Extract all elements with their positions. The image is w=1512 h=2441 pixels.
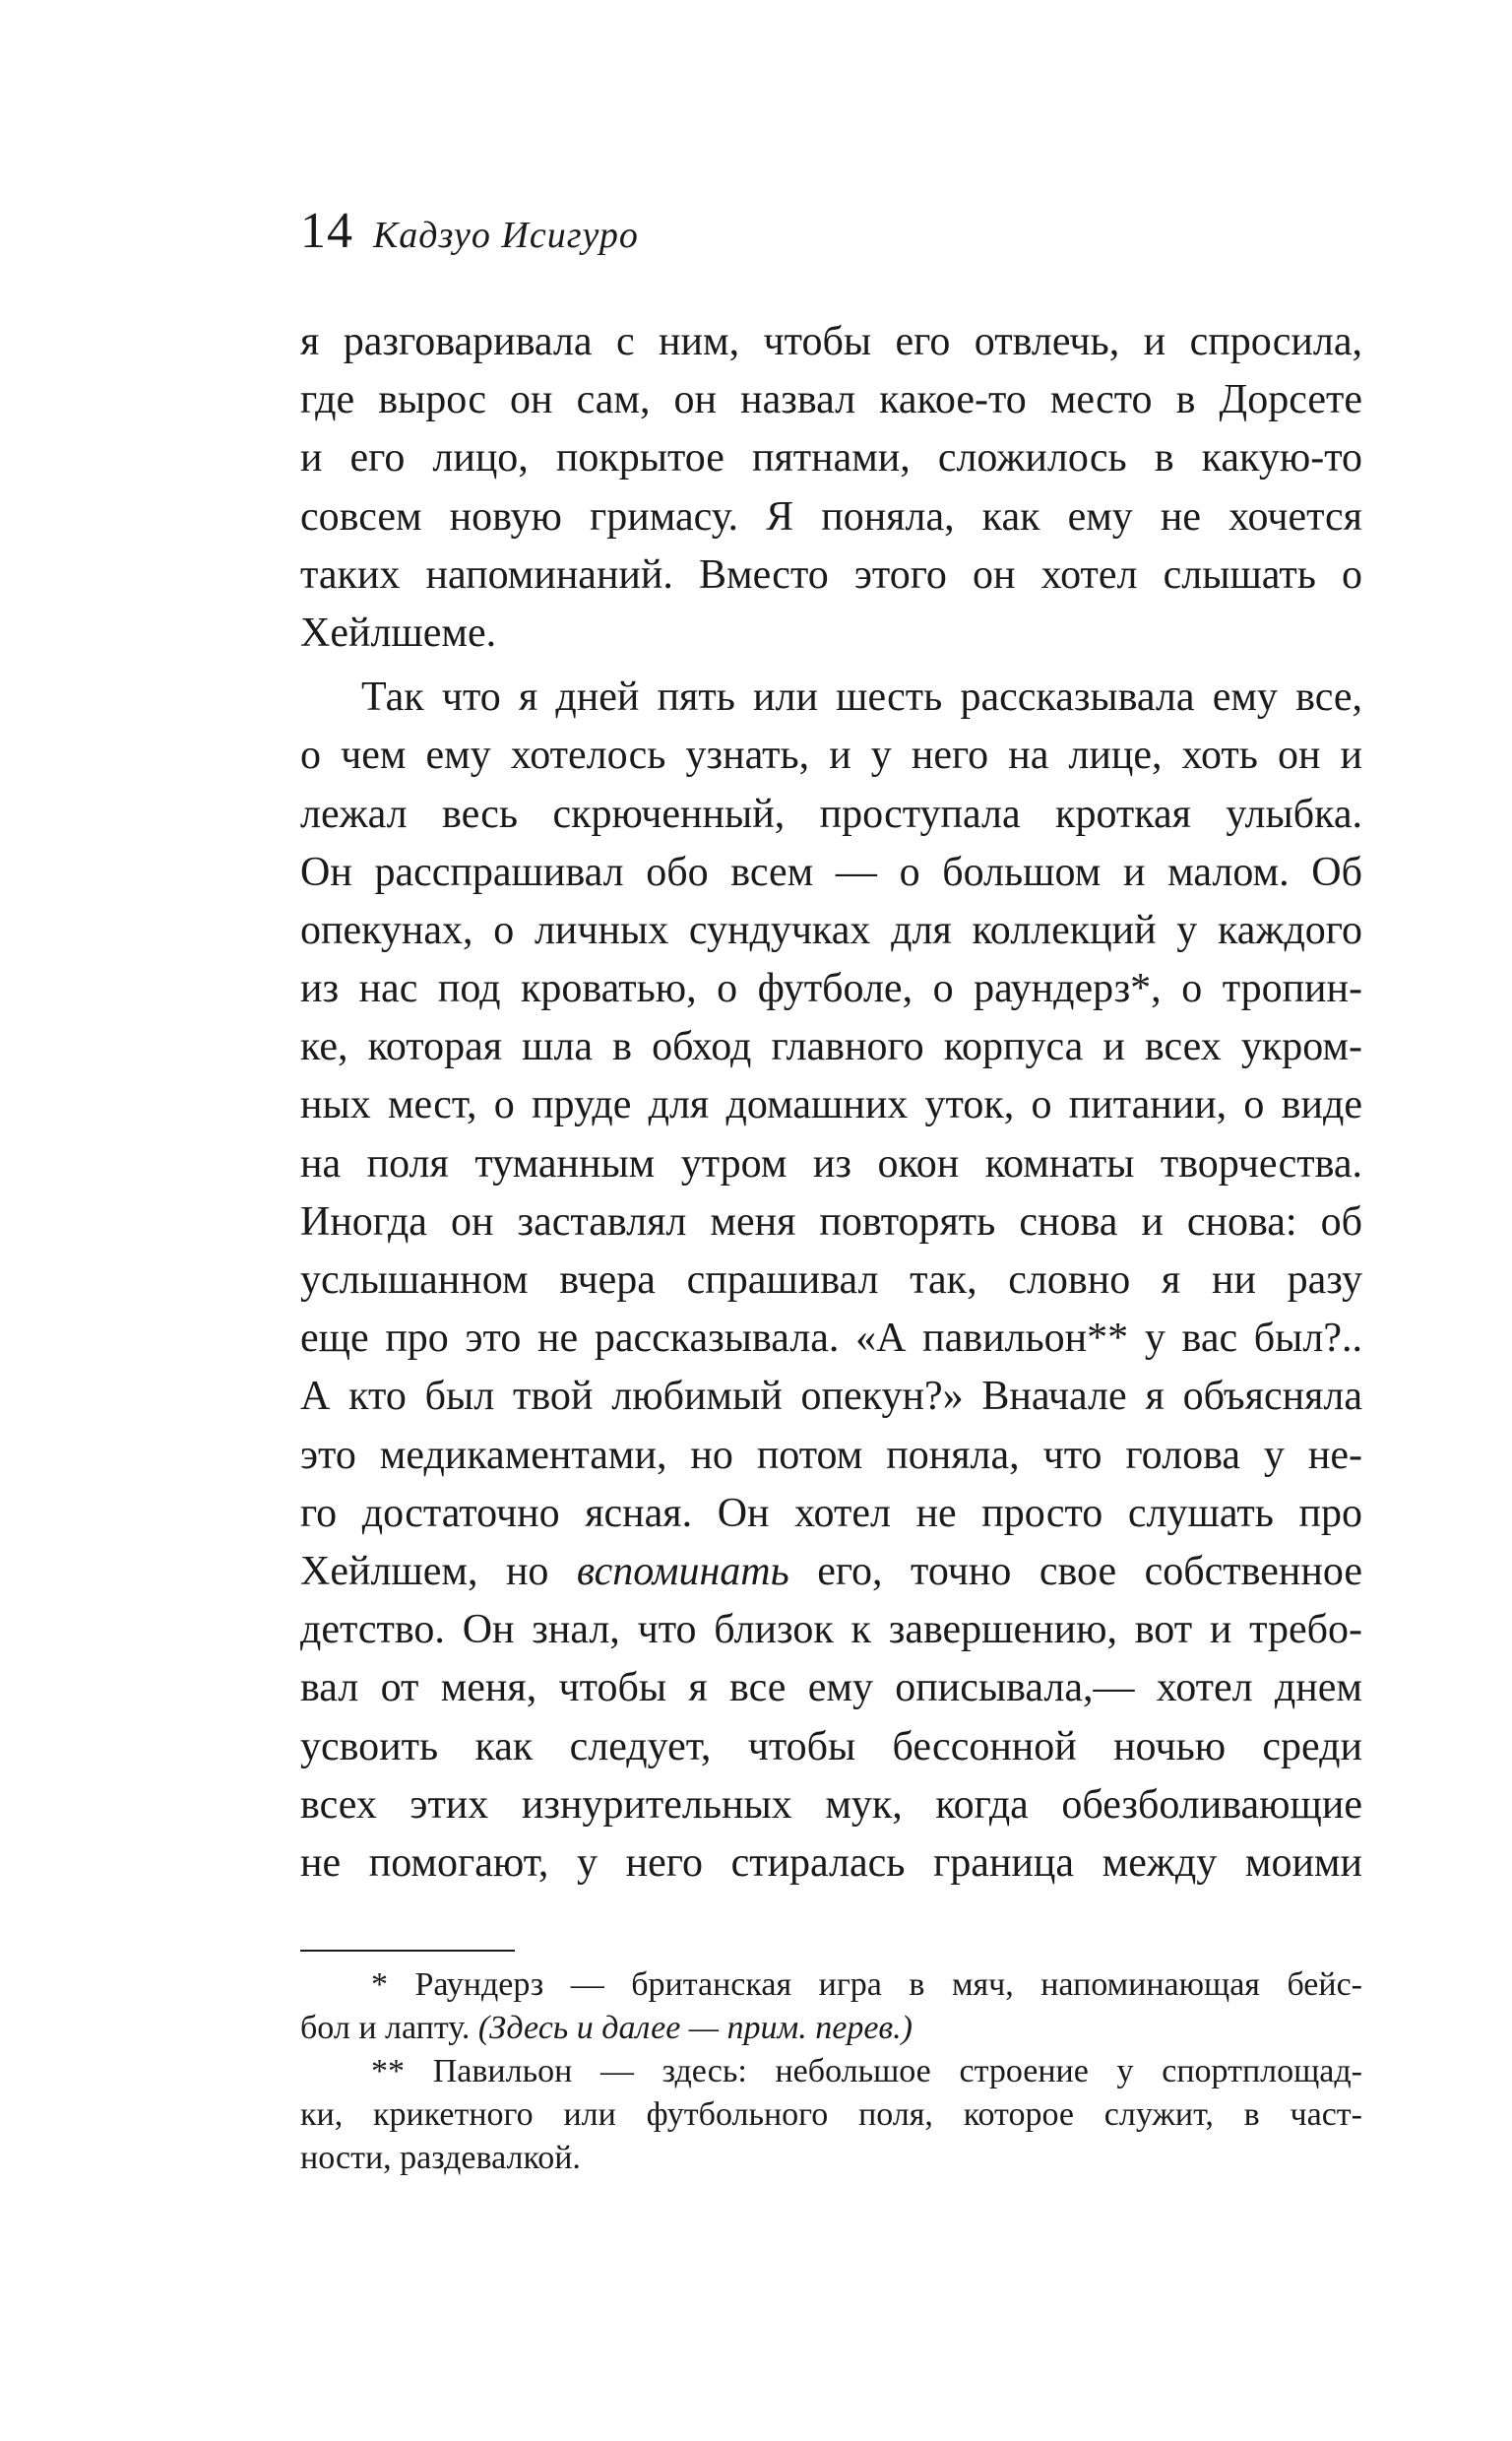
text-line: это медикаментами, но потом поняла, что голова у не-: [300, 1432, 1362, 1478]
footnote-line: [300, 2007, 1362, 2050]
italic-note: (Здесь и далее — прим. перев.): [477, 2010, 913, 2046]
text-line: вал от меня, чтобы я все ему описывала,— хотел днем: [300, 1665, 1362, 1711]
text-line: ке, которая шла в обход главного корпуса и всех укром-: [300, 1024, 1362, 1070]
text-line: Хейлшеме.: [300, 610, 497, 656]
footnote-line: ** Павильон — здесь: небольшое строение у спортплощад-: [371, 2053, 1362, 2089]
text-line: всех этих изнурительных мук, когда обезболивающие: [300, 1781, 1362, 1828]
text-line: Он расспрашивал обо всем — о большом и малом. Об: [300, 849, 1362, 895]
text-line: о чем ему хотелось узнать, и у него на лице, хоть он и: [300, 733, 1362, 779]
italic-emphasis: вспоминать: [576, 1548, 789, 1594]
text-line: я разговаривала с ним, чтобы его отвлечь, и спросила,: [300, 319, 1362, 364]
text-line: совсем новую гримасу. Я поняла, как ему не хочется: [300, 493, 1362, 540]
author-name: Кадзуо Исигуро: [373, 215, 639, 256]
text-line: и его лицо, покрытое пятнами, сложилось в какую-то: [300, 435, 1362, 482]
text-line: А кто был твой любимый опекун?» Вначале я объясняла: [300, 1374, 1362, 1420]
footnotes: [300, 1963, 1362, 2180]
text-line: где вырос он сам, он назвал какое-то место в Дорсете: [300, 377, 1362, 423]
text-line: лежал весь скрюченный, проступала кроткая улыбка.: [300, 791, 1362, 837]
running-header: [300, 202, 639, 261]
text-line: таких напоминаний. Вместо этого он хотел слышать о: [300, 551, 1362, 598]
text-line: услышанном вчера спрашивал так, словно я ни разу: [300, 1257, 1362, 1303]
footnote-line: * Раундерз — британская игра в мяч, напоминающая бейс-: [371, 1966, 1362, 2003]
text-line: го достаточно ясная. Он хотел не просто слушать про: [300, 1490, 1362, 1536]
text-run: его, точно свое собственное: [788, 1548, 1362, 1594]
text-run: бол и лапту.: [300, 2010, 478, 2046]
text-line: еще про это не рассказывала. «А павильон** у вас был?..: [300, 1316, 1362, 1362]
text-line: на поля туманным утром из окон комнаты творчества.: [300, 1140, 1362, 1187]
footnote-line: ки, крикетного или футбольного поля, которое служит, в част-: [300, 2096, 1362, 2133]
text-line: из нас под кроватью, о футболе, о раундерз*, о тропин-: [300, 966, 1362, 1012]
text-run: Хейлшем, но: [300, 1548, 577, 1594]
text-line: ных мест, о пруде для домашних уток, о питании, о виде: [300, 1082, 1362, 1128]
text-line: Иногда он заставлял меня повторять снова и снова: об: [300, 1198, 1362, 1245]
main-text: [300, 313, 1362, 1893]
footnote-divider: [300, 1950, 515, 1952]
text-line: опекунах, о личных сундучках для коллекций у каждого: [300, 907, 1362, 953]
text-line: не помогают, у него стиралась граница между моими: [300, 1839, 1362, 1886]
text-line: детство. Он знал, что близок к завершению, вот и требо-: [300, 1607, 1362, 1653]
text-line: усвоить как следует, чтобы бессонной ночью среди: [300, 1723, 1362, 1769]
text-line-with-italic: [300, 1543, 1362, 1601]
text-line: Так что я дней пять или шесть рассказывала ему все,: [361, 674, 1362, 721]
page-number: 14: [300, 203, 353, 259]
footnote-line: ности, раздевалкой.: [300, 2140, 581, 2176]
